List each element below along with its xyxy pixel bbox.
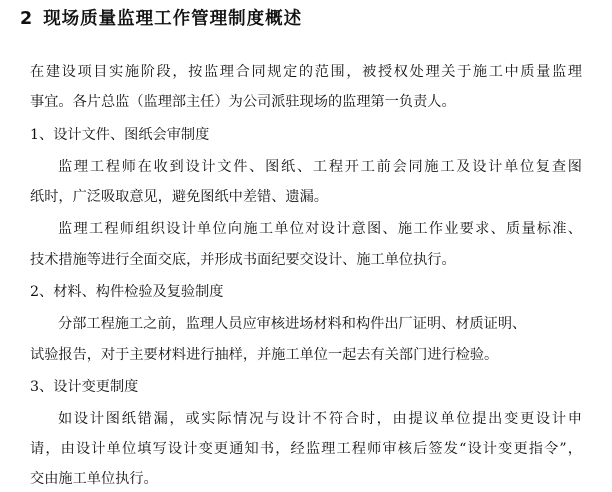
paragraph-line: 纸时，广泛吸取意见，避免图纸中差错、遗漏。	[30, 189, 328, 205]
paragraph-line: 事宜。各片总监（监理部主任）为公司派驻现场的监理第一负责人。	[30, 94, 456, 110]
section-number: 2	[20, 9, 34, 29]
subsection-heading: 3、设计变更制度	[30, 379, 139, 395]
paragraph-line: 分部工程施工之前，监理人员应审核进场材料和构件出厂证明、材质证明、	[58, 316, 527, 332]
paragraph-line: 请，由设计单位填写设计变更通知书，经监理工程师审核后签发“设计变更指令”，	[30, 441, 582, 457]
subsection-heading: 2、材料、构件检验及复验制度	[30, 284, 224, 300]
paragraph-line: 监理工程师在收到设计文件、图纸、工程开工前会同施工及设计单位复查图	[58, 159, 582, 175]
section-heading	[20, 6, 302, 32]
paragraph-line: 在建设项目实施阶段，按监理合同规定的范围，被授权处理关于施工中质量监理	[30, 64, 582, 80]
paragraph-line: 监理工程师组织设计单位向施工单位对设计意图、施工作业要求、质量标准、	[58, 221, 582, 237]
paragraph-line: 交由施工单位执行。	[30, 471, 158, 487]
section-title: 现场质量监理工作管理制度概述	[43, 9, 303, 29]
paragraph-line: 试验报告，对于主要材料进行抽样，并施工单位一起去有关部门进行检验。	[30, 347, 499, 363]
paragraph-line: 如设计图纸错漏，或实际情况与设计不符合时，由提议单位提出变更设计申	[58, 411, 582, 427]
paragraph-line: 技术措施等进行全面交底，并形成书面纪要交设计、施工单位执行。	[30, 252, 456, 268]
subsection-heading: 1、设计文件、图纸会审制度	[30, 127, 210, 143]
